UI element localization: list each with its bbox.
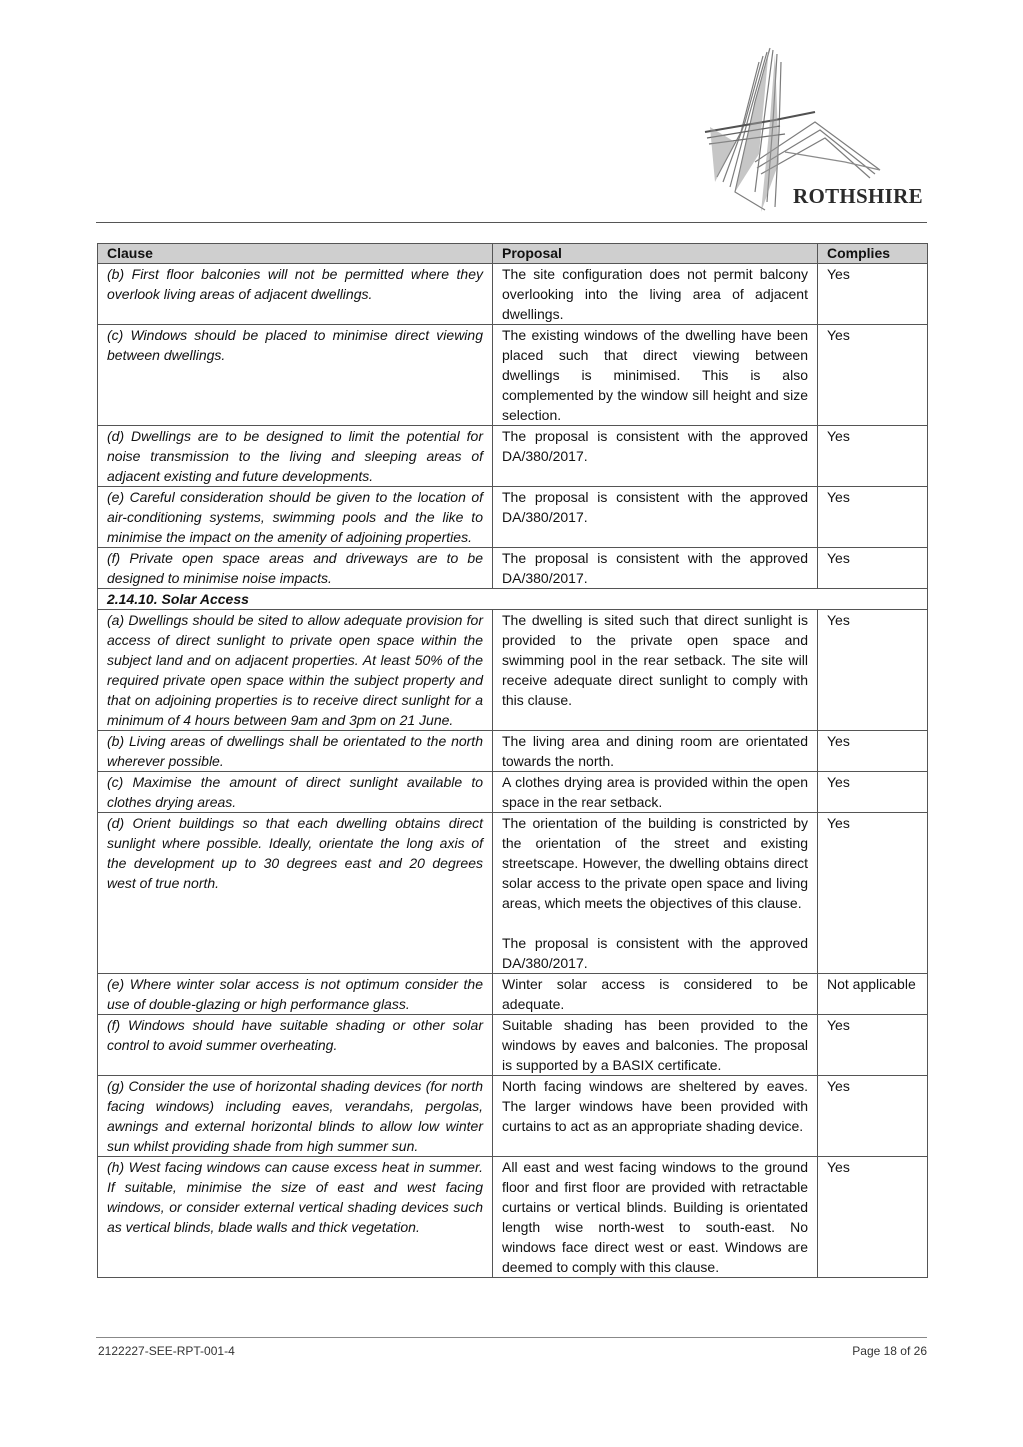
- table-row: [98, 813, 928, 974]
- clause-cell: (d) Dwellings are to be designed to limit the potential for noise transmission to the living and sleeping areas of adjacent existing and future developments.: [98, 426, 493, 487]
- complies-cell: Yes: [818, 1157, 928, 1278]
- clause-cell: (c) Maximise the amount of direct sunlight available to clothes drying areas.: [98, 772, 493, 813]
- complies-cell: Yes: [818, 487, 928, 548]
- table-row: [98, 264, 928, 325]
- table-header-row: [98, 244, 928, 264]
- complies-cell: Yes: [818, 610, 928, 731]
- proposal-paragraph: The orientation of the building is constricted by the orientation of the street and existing streetscape. However, the dwelling obtains direct solar access to the private open space and living areas, which meets the objectives of this clause.: [502, 815, 808, 911]
- proposal-cell: The site configuration does not permit balcony overlooking into the living area of adjacent dwellings.: [493, 264, 818, 325]
- header-proposal: Proposal: [493, 244, 818, 264]
- proposal-cell: North facing windows are sheltered by eaves. The larger windows have been provided with curtains to act as an appropriate shading device.: [493, 1076, 818, 1157]
- complies-cell: Yes: [818, 325, 928, 426]
- proposal-cell: Suitable shading has been provided to the windows by eaves and balconies. The proposal is supported by a BASIX certificate.: [493, 1015, 818, 1076]
- clause-cell: (g) Consider the use of horizontal shading devices (for north facing windows) including eaves, verandahs, pergolas, awnings and external horizontal blinds to allow low winter sun whilst providing shade from high summer sun.: [98, 1076, 493, 1157]
- complies-cell: Yes: [818, 264, 928, 325]
- table-row: [98, 1076, 928, 1157]
- clause-cell: (f) Windows should have suitable shading or other solar control to avoid summer overheating.: [98, 1015, 493, 1076]
- header-divider: [96, 222, 927, 223]
- section-heading: 2.14.10. Solar Access: [98, 589, 928, 610]
- compliance-table: [97, 243, 928, 1278]
- complies-cell: Yes: [818, 1015, 928, 1076]
- table-row: [98, 974, 928, 1015]
- proposal-paragraph: The proposal is consistent with the approved DA/380/2017.: [502, 935, 808, 971]
- table-row: [98, 772, 928, 813]
- complies-cell: Yes: [818, 1076, 928, 1157]
- complies-cell: Yes: [818, 772, 928, 813]
- company-logo: [695, 42, 930, 220]
- table-row: [98, 325, 928, 426]
- proposal-cell: The proposal is consistent with the approved DA/380/2017.: [493, 487, 818, 548]
- clause-cell: (b) First floor balconies will not be permitted where they overlook living areas of adjacent dwellings.: [98, 264, 493, 325]
- clause-cell: (h) West facing windows can cause excess heat in summer. If suitable, minimise the size of east and west facing windows, or consider external vertical shading devices such as vertical blinds, blade walls and thick vegetation.: [98, 1157, 493, 1278]
- proposal-cell: The living area and dining room are orientated towards the north.: [493, 731, 818, 772]
- proposal-cell: The existing windows of the dwelling have been placed such that direct viewing between dwellings is minimised. This is also complemented by the window sill height and size selection.: [493, 325, 818, 426]
- paragraph-gap: [502, 913, 808, 933]
- proposal-cell: All east and west facing windows to the ground floor and first floor are provided with retractable curtains or vertical blinds. Building is orientated length wise north-west to south-east. No windows face direct west or east. Windows are deemed to comply with this clause.: [493, 1157, 818, 1278]
- complies-cell: Yes: [818, 731, 928, 772]
- table-row: [98, 1157, 928, 1278]
- header-complies: Complies: [818, 244, 928, 264]
- proposal-cell: [493, 813, 818, 974]
- proposal-cell: A clothes drying area is provided within the open space in the rear setback.: [493, 772, 818, 813]
- table-row: [98, 426, 928, 487]
- clause-cell: (d) Orient buildings so that each dwelling obtains direct sunlight where possible. Ideally, orientate the long axis of the development up to 30 degrees east and 20 degrees west of true north.: [98, 813, 493, 974]
- proposal-cell: Winter solar access is considered to be adequate.: [493, 974, 818, 1015]
- complies-cell: Yes: [818, 813, 928, 974]
- table-row: [98, 610, 928, 731]
- header-clause: Clause: [98, 244, 493, 264]
- proposal-cell: The dwelling is sited such that direct sunlight is provided to the private open space and swimming pool in the rear setback. The site will receive adequate direct sunlight to comply with this clause.: [493, 610, 818, 731]
- table-row: [98, 548, 928, 589]
- complies-cell: Yes: [818, 426, 928, 487]
- document-reference: 2122227-SEE-RPT-001-4: [98, 1344, 235, 1358]
- footer-divider: [96, 1337, 927, 1338]
- clause-cell: (e) Careful consideration should be given to the location of air-conditioning systems, swimming pools and the like to minimise the impact on the amenity of adjoining properties.: [98, 487, 493, 548]
- clause-cell: (f) Private open space areas and driveways are to be designed to minimise noise impacts.: [98, 548, 493, 589]
- section-heading-row: [98, 589, 928, 610]
- logo-wordmark: ROTHSHIRE: [793, 184, 923, 208]
- clause-cell: (c) Windows should be placed to minimise direct viewing between dwellings.: [98, 325, 493, 426]
- complies-cell: Not applicable: [818, 974, 928, 1015]
- table-row: [98, 731, 928, 772]
- clause-cell: (b) Living areas of dwellings shall be orientated to the north wherever possible.: [98, 731, 493, 772]
- table-row: [98, 487, 928, 548]
- proposal-cell: The proposal is consistent with the approved DA/380/2017.: [493, 426, 818, 487]
- page-number: Page 18 of 26: [852, 1344, 927, 1358]
- table-row: [98, 1015, 928, 1076]
- proposal-cell: The proposal is consistent with the approved DA/380/2017.: [493, 548, 818, 589]
- complies-cell: Yes: [818, 548, 928, 589]
- clause-cell: (a) Dwellings should be sited to allow adequate provision for access of direct sunlight to private open space within the subject land and on adjacent properties. At least 50% of the required private open space within the subject property and that on adjoining properties is to receive direct sunlight for a minimum of 4 hours between 9am and 3pm on 21 June.: [98, 610, 493, 731]
- clause-cell: (e) Where winter solar access is not optimum consider the use of double-glazing or high performance glass.: [98, 974, 493, 1015]
